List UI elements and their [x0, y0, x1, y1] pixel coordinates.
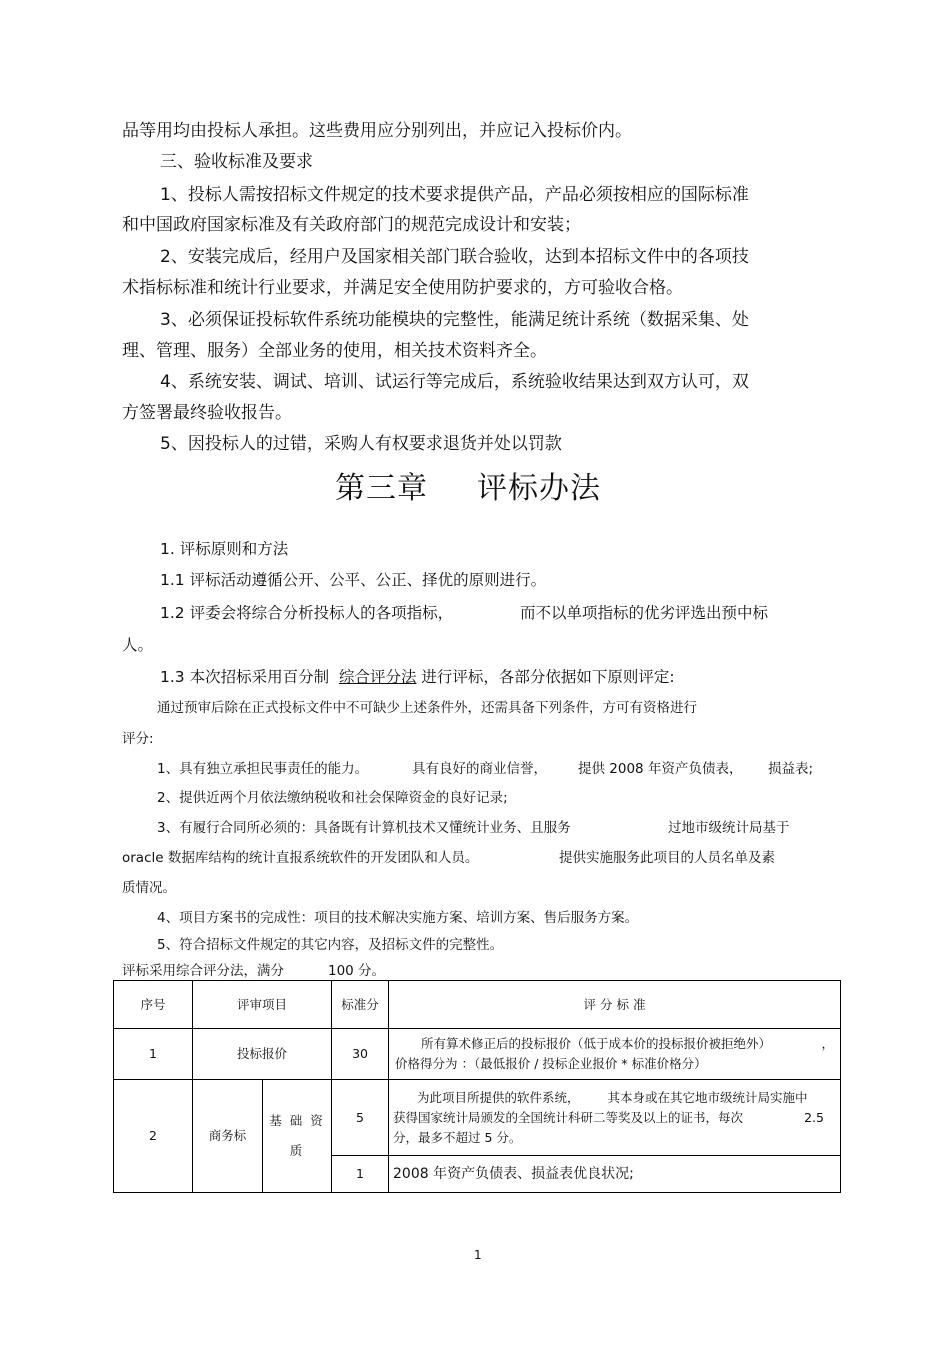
heading-acceptance-standards: 三、验收标准及要求	[160, 152, 313, 172]
scoring-summary-b: 100 分。	[328, 963, 386, 979]
row2-criteria-a3: 获得国家统计局颁发的全国统计科研二等奖及以上的证书，每次	[393, 1109, 744, 1125]
para-line-9: 4、系统安装、调试、培训、试运行等完成后，系统验收结果达到双方认可，双	[160, 372, 749, 392]
table-row	[114, 1080, 841, 1156]
row2-criteria-a	[389, 1080, 841, 1156]
row1-criteria-comma: ，	[821, 1036, 835, 1051]
row1-no: 1	[114, 1029, 193, 1080]
row2-criteria-a2: 其本身或在其它地市级统计局实施中	[607, 1089, 808, 1105]
para-line-6: 术指标标准和统计行业要求，并满足安全使用防护要求的，方可验收合格。	[122, 278, 683, 298]
condition-2: 2、提供近两个月依法缴纳税收和社会保障资金的良好记录;	[157, 790, 508, 806]
table-header-row	[114, 981, 841, 1029]
row1-criteria-a: 所有算术修正后的投标报价（低于成本价的投标报价被拒绝外）	[421, 1036, 772, 1051]
row2-criteria-a1: 为此项目所提供的软件系统，	[417, 1089, 580, 1105]
condition-4: 4、项目方案书的完成性：项目的技术解决实施方案、培训方案、售后服务方案。	[157, 910, 639, 926]
section-heading: 1. 评标原则和方法	[160, 540, 289, 558]
section-1-2-part-c: 人。	[122, 636, 154, 654]
para-line-3: 1、投标人需按招标文件规定的技术要求提供产品，产品必须按相应的国际标准	[160, 185, 749, 205]
condition-1-a: 1、具有独立承担民事责任的能力。	[157, 761, 369, 777]
condition-3-d: 提供实施服务此项目的人员名单及素	[559, 850, 775, 866]
page-number: 1	[474, 1248, 482, 1262]
section-1-1: 1.1 评标活动遵循公开、公平、公正、择优的原则进行。	[160, 571, 547, 589]
para-line-7: 3、必须保证投标软件系统功能模块的完整性，能满足统计系统（数据采集、处	[160, 310, 749, 330]
condition-3-e: 质情况。	[122, 880, 176, 896]
header-item: 评审项目	[193, 981, 332, 1029]
row1-score: 30	[332, 1029, 389, 1080]
condition-1-c: 提供 2008 年资产负债表，	[578, 761, 743, 777]
row2-score-a: 5	[332, 1080, 389, 1156]
para-line-11: 5、因投标人的过错，采购人有权要求退货并处以罚款	[160, 434, 562, 454]
para-line-5: 2、安装完成后，经用户及国家相关部门联合验收，达到本招标文件中的各项技	[160, 247, 749, 267]
row1-criteria-b: 价格得分为 ：（最低报价 / 投标企业报价 * 标准价格分）	[395, 1056, 707, 1071]
chapter-title-number: 第三章	[335, 471, 428, 506]
row2-sub-item: 基 础 资 质	[263, 1080, 332, 1193]
chapter-title-text: 评标办法	[477, 471, 601, 506]
row1-criteria-line-a	[393, 1034, 836, 1054]
scoring-summary-a: 评标采用综合评分法，满分	[122, 963, 284, 979]
section-1-3-part-a: 1.3 本次招标采用百分制	[160, 668, 330, 686]
row1-criteria	[389, 1029, 841, 1080]
header-no: 序号	[114, 981, 193, 1029]
row1-item: 投标报价	[193, 1029, 332, 1080]
row2-criteria-b: 2008 年资产负债表、损益表优良状况;	[389, 1156, 841, 1193]
row2-criteria-a-line1	[393, 1088, 836, 1108]
row2-criteria-a-line2	[393, 1108, 836, 1128]
para-line-8: 理、管理、服务）全部业务的使用，相关技术资料齐全。	[122, 341, 547, 361]
para-line-4: 和中国政府国家标准及有关政府部门的规范完成设计和安装；	[122, 215, 581, 235]
row2-score-b: 1	[332, 1156, 389, 1193]
para-line-1: 品等用均由投标人承担。这些费用应分别列出，并应记入投标价内。	[122, 121, 632, 141]
section-1-2-part-b: 而不以单项指标的优劣评选出预中标	[520, 604, 769, 622]
condition-5: 5、符合招标文件规定的其它内容，及招标文件的完整性。	[157, 937, 504, 953]
qualification-intro-end: 评分:	[122, 731, 154, 747]
condition-3-a: 3、有履行合同所必须的：具备既有计算机技术又懂统计业务、且服务	[157, 820, 571, 836]
header-criteria: 评 分 标 准	[389, 981, 841, 1029]
section-1-3-part-c: 进行评标，各部分依据如下原则评定:	[421, 668, 675, 686]
section-1-3-line	[160, 665, 675, 687]
qualification-intro: 通过预审后除在正式投标文件中不可缺少上述条件外，还需具备下列条件，方可有资格进行	[157, 700, 697, 716]
scoring-table	[113, 980, 841, 1193]
condition-1-d: 损益表;	[768, 761, 814, 777]
condition-3-c: oracle 数据库结构的统计直报系统软件的开发团队和人员。	[122, 850, 479, 866]
condition-1-b: 具有良好的商业信誉，	[412, 761, 547, 777]
table-row	[114, 1029, 841, 1080]
row2-criteria-a4: 2.5	[804, 1109, 825, 1125]
row2-criteria-a5: 分，最多不超过 5 分。	[393, 1129, 522, 1145]
row2-no: 2	[114, 1080, 193, 1193]
condition-3-b: 过地市级统计局基于	[668, 820, 790, 836]
section-1-3-method: 综合评分法	[338, 668, 417, 686]
header-standard-score: 标准分	[332, 981, 389, 1029]
section-1-2-part-a: 1.2 评委会将综合分析投标人的各项指标，	[160, 604, 454, 622]
para-line-10: 方签署最终验收报告。	[122, 403, 292, 423]
row2-group: 商务标	[193, 1080, 263, 1193]
